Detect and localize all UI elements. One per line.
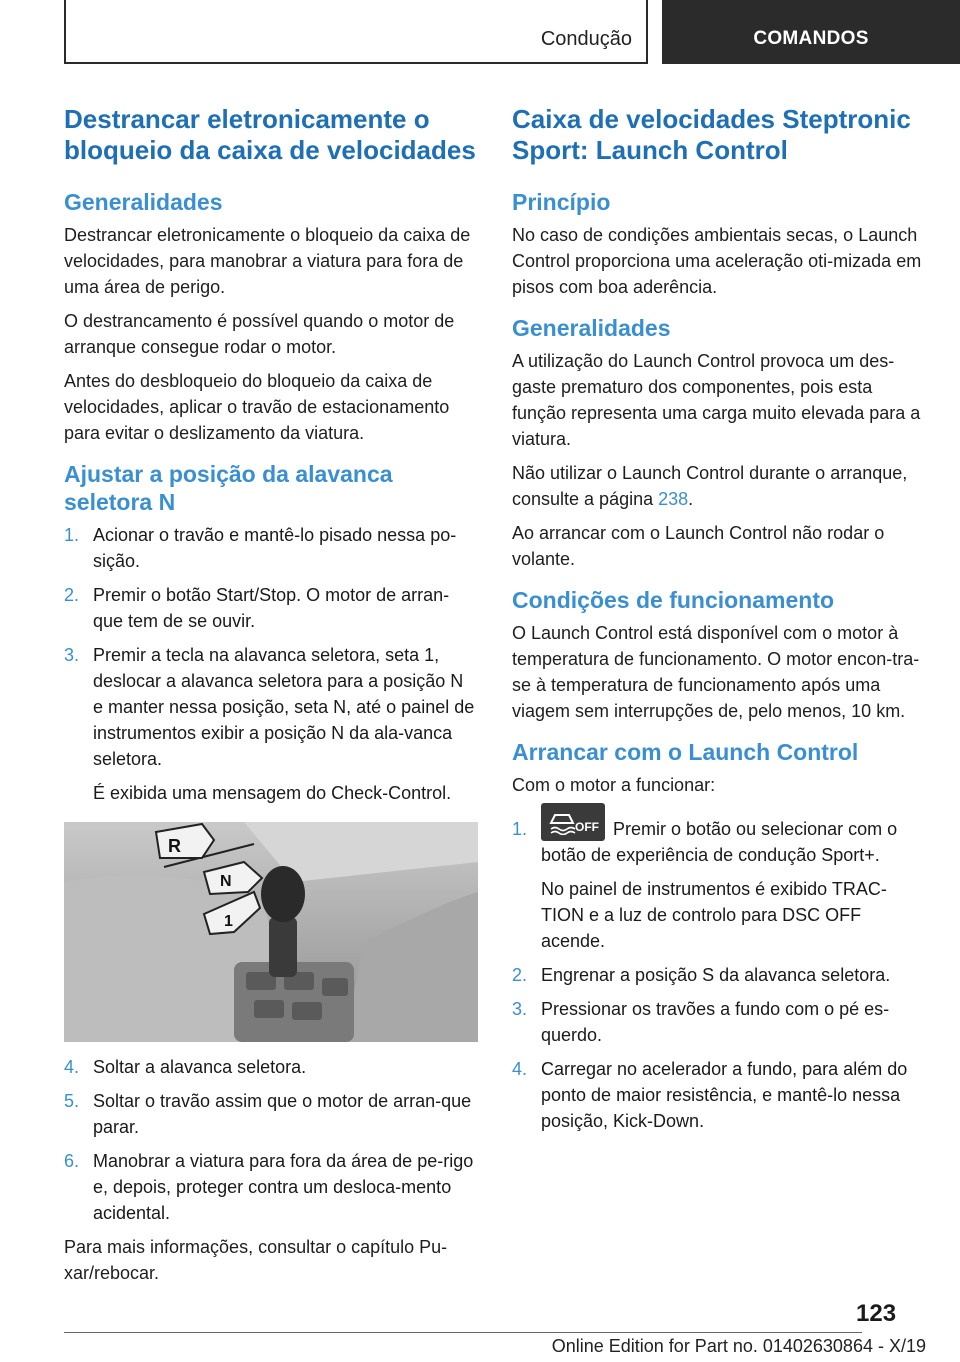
arrancar-heading: Arrancar com o Launch Control xyxy=(512,739,859,765)
step-number: 1. xyxy=(64,525,80,545)
right-generalidades-heading: Generalidades xyxy=(512,315,671,341)
list-item xyxy=(64,522,478,574)
text-run: . xyxy=(688,489,694,509)
paragraph: O Launch Control está disponível com o motor à temperatura de funcionamento. O motor encon-tra-se à temperatura de funcionamento após uma viagem sem interrupções de, pelo menos, 10 km. xyxy=(512,623,920,721)
paragraph: Ao arrancar com o Launch Control não rodar o volante. xyxy=(512,523,885,569)
paragraph: Destrancar eletronicamente o bloqueio da caixa de velocidades, para manobrar a viatura para fora de uma área de perigo. xyxy=(64,225,471,297)
arrow-label-1: 1 xyxy=(224,913,233,930)
right-section-title: Caixa de velocidades Steptronic Sport: Launch Control xyxy=(512,104,911,165)
paragraph: A utilização do Launch Control provoca um des-gaste prematuro dos componentes, pois esta função representa uma carga muito elevada para a viatura. xyxy=(512,351,921,449)
text-run: Não utilizar o Launch Control durante o arranque, consulte a página xyxy=(512,463,908,509)
step-number: 3. xyxy=(64,645,80,665)
step-number: 2. xyxy=(64,585,80,605)
step-number: 3. xyxy=(512,999,528,1019)
steps-list xyxy=(64,522,478,806)
left-column xyxy=(64,104,478,1294)
chapter-tab xyxy=(662,0,960,64)
step-text: Acionar o travão e mantê-lo pisado nessa po-sição. xyxy=(93,525,457,571)
list-item xyxy=(64,1054,478,1080)
list-item xyxy=(64,642,478,806)
right-column xyxy=(512,104,926,1142)
step-subtext: No painel de instrumentos é exibido TRAC-TION e a luz de controlo para DSC OFF acende. xyxy=(541,879,887,951)
paragraph xyxy=(512,460,926,512)
section-label: Condução xyxy=(540,28,632,50)
step-number: 5. xyxy=(64,1091,80,1111)
footer-edition: Online Edition for Part no. 01402630864 - X/19 xyxy=(551,1336,926,1356)
step-text: Soltar a alavanca seletora. xyxy=(93,1057,307,1077)
list-item xyxy=(512,996,926,1048)
dsc-off-label: OFF xyxy=(575,820,599,835)
chapter-label: COMANDOS xyxy=(753,28,869,49)
step-text: Premir o botão Start/Stop. O motor de arran-que tem de se ouvir. xyxy=(93,585,450,631)
page-link[interactable]: 238 xyxy=(658,489,689,509)
dsc-off-icon xyxy=(541,803,605,841)
left-section-title: Destrancar eletronicamente o bloqueio da caixa de velocidades xyxy=(64,104,476,165)
step-number: 2. xyxy=(512,965,528,985)
step-text: Premir o botão ou selecionar com o botão de experiência de condução Sport+. xyxy=(541,819,898,865)
step-text: Premir a tecla na alavanca seletora, seta 1, deslocar a alavanca seletora para a posição N e manter nessa posição, seta N, até o painel de instrumentos exibir a posição N da ala-vanca seletora. xyxy=(93,645,475,769)
list-item xyxy=(512,816,926,954)
step-text: Soltar o travão assim que o motor de arran-que parar. xyxy=(93,1091,472,1137)
list-item xyxy=(512,1056,926,1134)
step-text: Engrenar a posição S da alavanca seletora. xyxy=(541,965,891,985)
paragraph: Para mais informações, consultar o capítulo Pu-xar/rebocar. xyxy=(64,1237,448,1283)
condicoes-heading: Condições de funcionamento xyxy=(512,587,835,613)
page-number: 123 xyxy=(856,1300,897,1327)
step-number: 4. xyxy=(64,1057,80,1077)
list-item xyxy=(64,1088,478,1140)
arrow-label-n: N xyxy=(220,873,232,890)
gear-selector-photo xyxy=(64,822,478,1042)
paragraph: Antes do desbloqueio do bloqueio da caixa de velocidades, aplicar o travão de estacionamento para evitar o deslizamento da viatura. xyxy=(64,371,450,443)
header-section-box xyxy=(64,0,648,64)
step-subtext: É exibida uma mensagem do Check-Control. xyxy=(93,783,452,803)
step-number: 1. xyxy=(512,819,528,839)
traction-car-icon xyxy=(547,809,577,835)
paragraph: O destrancamento é possível quando o motor de arranque consegue rodar o motor. xyxy=(64,311,455,357)
step-text: Manobrar a viatura para fora da área de pe-rigo e, depois, proteger contra um desloca-mento acidental. xyxy=(93,1151,474,1223)
steps-list xyxy=(512,816,926,1134)
list-item xyxy=(512,962,926,988)
step-text: Pressionar os travões a fundo com o pé es-querdo. xyxy=(541,999,890,1045)
footer-divider xyxy=(64,1332,862,1333)
steps-list xyxy=(64,1054,478,1226)
arrow-label-r: R xyxy=(168,836,181,856)
paragraph: No caso de condições ambientais secas, o Launch Control proporciona uma aceleração oti-mizada em pisos com boa aderência. xyxy=(512,225,922,297)
list-item xyxy=(64,1148,478,1226)
paragraph: Com o motor a funcionar: xyxy=(512,775,716,795)
gear-selector-illustration xyxy=(64,822,478,1042)
principio-heading: Princípio xyxy=(512,189,611,215)
list-item xyxy=(64,582,478,634)
step-text: Carregar no acelerador a fundo, para além do ponto de maior resistência, e mantê-lo nessa posição, Kick-Down. xyxy=(541,1059,908,1131)
step-number: 4. xyxy=(512,1059,528,1079)
ajustar-heading: Ajustar a posição da alavanca seletora N xyxy=(64,461,393,515)
step-number: 6. xyxy=(64,1151,80,1171)
left-generalidades-heading: Generalidades xyxy=(64,189,223,215)
